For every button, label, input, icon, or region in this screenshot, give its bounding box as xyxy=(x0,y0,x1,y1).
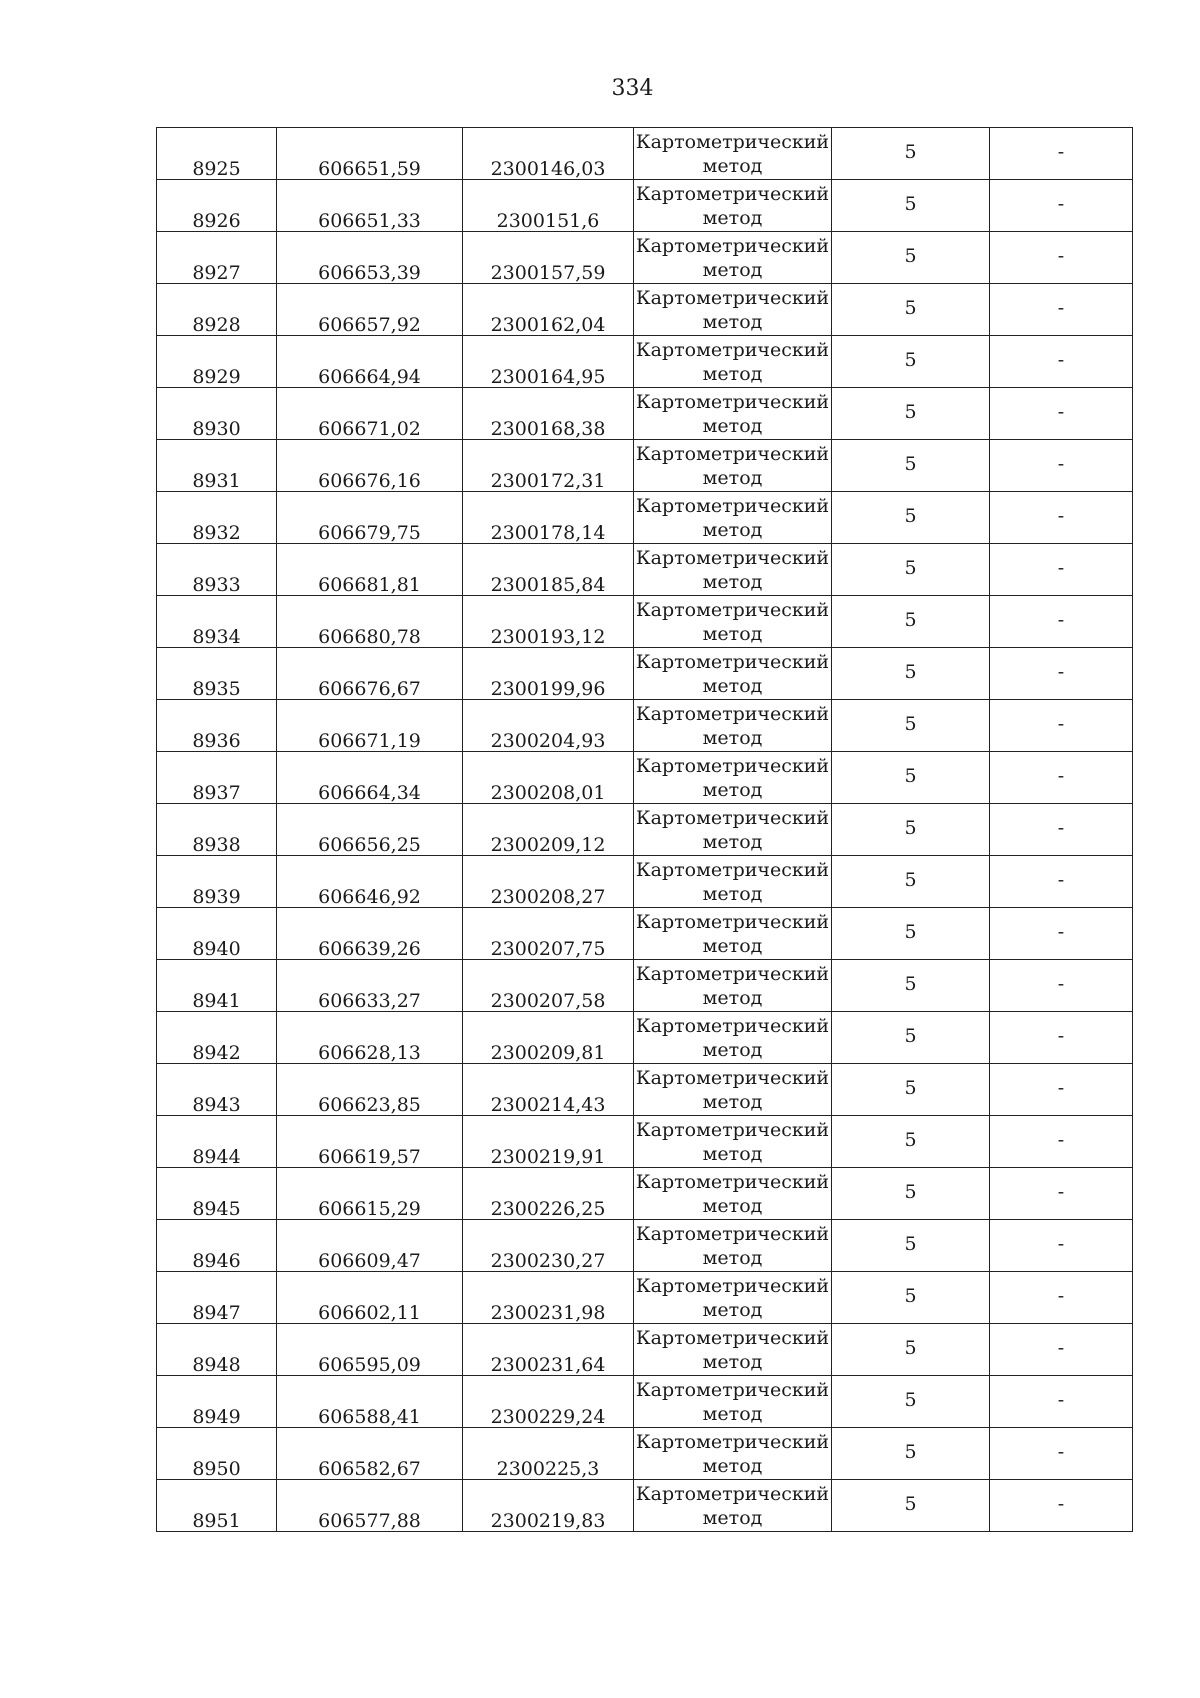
y-coordinate-cell: 2300157,59 xyxy=(463,232,634,284)
y-coordinate-cell: 2300164,95 xyxy=(463,336,634,388)
y-coordinate-cell: 2300226,25 xyxy=(463,1168,634,1220)
table-row xyxy=(157,1428,1133,1480)
y-coordinate-cell: 2300185,84 xyxy=(463,544,634,596)
table-row xyxy=(157,544,1133,596)
description-cell: - xyxy=(990,1376,1133,1428)
method-cell: Картометрический метод xyxy=(634,1376,832,1428)
x-coordinate-cell: 606595,09 xyxy=(277,1324,463,1376)
description-cell: - xyxy=(990,388,1133,440)
table-row xyxy=(157,648,1133,700)
method-cell: Картометрический метод xyxy=(634,128,832,180)
y-coordinate-cell: 2300193,12 xyxy=(463,596,634,648)
accuracy-cell: 5 xyxy=(832,440,990,492)
table-row xyxy=(157,232,1133,284)
x-coordinate-cell: 606680,78 xyxy=(277,596,463,648)
description-cell: - xyxy=(990,284,1133,336)
description-cell: - xyxy=(990,700,1133,752)
x-coordinate-cell: 606651,33 xyxy=(277,180,463,232)
x-coordinate-cell: 606582,67 xyxy=(277,1428,463,1480)
x-coordinate-cell: 606653,39 xyxy=(277,232,463,284)
table-row xyxy=(157,596,1133,648)
x-coordinate-cell: 606615,29 xyxy=(277,1168,463,1220)
table-row xyxy=(157,336,1133,388)
method-cell: Картометрический метод xyxy=(634,388,832,440)
method-cell: Картометрический метод xyxy=(634,856,832,908)
description-cell: - xyxy=(990,1064,1133,1116)
accuracy-cell: 5 xyxy=(832,700,990,752)
x-coordinate-cell: 606619,57 xyxy=(277,1116,463,1168)
point-number-cell: 8939 xyxy=(157,856,277,908)
description-cell: - xyxy=(990,1116,1133,1168)
point-number-cell: 8944 xyxy=(157,1116,277,1168)
y-coordinate-cell: 2300207,58 xyxy=(463,960,634,1012)
y-coordinate-cell: 2300168,38 xyxy=(463,388,634,440)
table-row xyxy=(157,1064,1133,1116)
accuracy-cell: 5 xyxy=(832,1480,990,1532)
y-coordinate-cell: 2300230,27 xyxy=(463,1220,634,1272)
y-coordinate-cell: 2300207,75 xyxy=(463,908,634,960)
x-coordinate-cell: 606646,92 xyxy=(277,856,463,908)
accuracy-cell: 5 xyxy=(832,284,990,336)
accuracy-cell: 5 xyxy=(832,492,990,544)
table-row xyxy=(157,128,1133,180)
table-row xyxy=(157,804,1133,856)
description-cell: - xyxy=(990,596,1133,648)
method-cell: Картометрический метод xyxy=(634,284,832,336)
point-number-cell: 8951 xyxy=(157,1480,277,1532)
accuracy-cell: 5 xyxy=(832,1168,990,1220)
accuracy-cell: 5 xyxy=(832,1116,990,1168)
accuracy-cell: 5 xyxy=(832,908,990,960)
description-cell: - xyxy=(990,752,1133,804)
description-cell: - xyxy=(990,908,1133,960)
method-cell: Картометрический метод xyxy=(634,1428,832,1480)
y-coordinate-cell: 2300208,27 xyxy=(463,856,634,908)
table-row xyxy=(157,960,1133,1012)
y-coordinate-cell: 2300219,83 xyxy=(463,1480,634,1532)
point-number-cell: 8925 xyxy=(157,128,277,180)
accuracy-cell: 5 xyxy=(832,856,990,908)
method-cell: Картометрический метод xyxy=(634,492,832,544)
description-cell: - xyxy=(990,856,1133,908)
method-cell: Картометрический метод xyxy=(634,544,832,596)
accuracy-cell: 5 xyxy=(832,388,990,440)
method-cell: Картометрический метод xyxy=(634,1220,832,1272)
point-number-cell: 8934 xyxy=(157,596,277,648)
method-cell: Картометрический метод xyxy=(634,1272,832,1324)
x-coordinate-cell: 606639,26 xyxy=(277,908,463,960)
table-row xyxy=(157,1168,1133,1220)
y-coordinate-cell: 2300231,98 xyxy=(463,1272,634,1324)
accuracy-cell: 5 xyxy=(832,128,990,180)
method-cell: Картометрический метод xyxy=(634,804,832,856)
x-coordinate-cell: 606671,02 xyxy=(277,388,463,440)
accuracy-cell: 5 xyxy=(832,1220,990,1272)
description-cell: - xyxy=(990,544,1133,596)
point-number-cell: 8928 xyxy=(157,284,277,336)
method-cell: Картометрический метод xyxy=(634,700,832,752)
description-cell: - xyxy=(990,232,1133,284)
accuracy-cell: 5 xyxy=(832,752,990,804)
method-cell: Картометрический метод xyxy=(634,1012,832,1064)
accuracy-cell: 5 xyxy=(832,1324,990,1376)
table-row xyxy=(157,180,1133,232)
x-coordinate-cell: 606664,94 xyxy=(277,336,463,388)
method-cell: Картометрический метод xyxy=(634,1324,832,1376)
table-row xyxy=(157,1012,1133,1064)
x-coordinate-cell: 606651,59 xyxy=(277,128,463,180)
table-row xyxy=(157,1220,1133,1272)
method-cell: Картометрический метод xyxy=(634,596,832,648)
accuracy-cell: 5 xyxy=(832,960,990,1012)
x-coordinate-cell: 606676,67 xyxy=(277,648,463,700)
x-coordinate-cell: 606664,34 xyxy=(277,752,463,804)
x-coordinate-cell: 606588,41 xyxy=(277,1376,463,1428)
y-coordinate-cell: 2300229,24 xyxy=(463,1376,634,1428)
point-number-cell: 8931 xyxy=(157,440,277,492)
table-row xyxy=(157,1272,1133,1324)
description-cell: - xyxy=(990,180,1133,232)
point-number-cell: 8943 xyxy=(157,1064,277,1116)
description-cell: - xyxy=(990,128,1133,180)
point-number-cell: 8945 xyxy=(157,1168,277,1220)
description-cell: - xyxy=(990,1168,1133,1220)
description-cell: - xyxy=(990,1220,1133,1272)
y-coordinate-cell: 2300208,01 xyxy=(463,752,634,804)
point-number-cell: 8940 xyxy=(157,908,277,960)
point-number-cell: 8937 xyxy=(157,752,277,804)
point-number-cell: 8942 xyxy=(157,1012,277,1064)
accuracy-cell: 5 xyxy=(832,804,990,856)
x-coordinate-cell: 606623,85 xyxy=(277,1064,463,1116)
y-coordinate-cell: 2300151,6 xyxy=(463,180,634,232)
x-coordinate-cell: 606602,11 xyxy=(277,1272,463,1324)
description-cell: - xyxy=(990,960,1133,1012)
x-coordinate-cell: 606609,47 xyxy=(277,1220,463,1272)
x-coordinate-cell: 606657,92 xyxy=(277,284,463,336)
method-cell: Картометрический метод xyxy=(634,648,832,700)
table-row xyxy=(157,1116,1133,1168)
table-row xyxy=(157,1480,1133,1532)
table-row xyxy=(157,752,1133,804)
y-coordinate-cell: 2300219,91 xyxy=(463,1116,634,1168)
accuracy-cell: 5 xyxy=(832,1012,990,1064)
x-coordinate-cell: 606671,19 xyxy=(277,700,463,752)
x-coordinate-cell: 606577,88 xyxy=(277,1480,463,1532)
y-coordinate-cell: 2300199,96 xyxy=(463,648,634,700)
description-cell: - xyxy=(990,1012,1133,1064)
accuracy-cell: 5 xyxy=(832,596,990,648)
accuracy-cell: 5 xyxy=(832,1376,990,1428)
x-coordinate-cell: 606681,81 xyxy=(277,544,463,596)
method-cell: Картометрический метод xyxy=(634,232,832,284)
table-row xyxy=(157,908,1133,960)
method-cell: Картометрический метод xyxy=(634,180,832,232)
point-number-cell: 8947 xyxy=(157,1272,277,1324)
point-number-cell: 8926 xyxy=(157,180,277,232)
table-row xyxy=(157,388,1133,440)
point-number-cell: 8950 xyxy=(157,1428,277,1480)
x-coordinate-cell: 606679,75 xyxy=(277,492,463,544)
x-coordinate-cell: 606656,25 xyxy=(277,804,463,856)
y-coordinate-cell: 2300178,14 xyxy=(463,492,634,544)
table-row xyxy=(157,856,1133,908)
point-number-cell: 8946 xyxy=(157,1220,277,1272)
accuracy-cell: 5 xyxy=(832,1064,990,1116)
description-cell: - xyxy=(990,1480,1133,1532)
point-number-cell: 8936 xyxy=(157,700,277,752)
x-coordinate-cell: 606633,27 xyxy=(277,960,463,1012)
y-coordinate-cell: 2300225,3 xyxy=(463,1428,634,1480)
point-number-cell: 8948 xyxy=(157,1324,277,1376)
description-cell: - xyxy=(990,1272,1133,1324)
x-coordinate-cell: 606628,13 xyxy=(277,1012,463,1064)
accuracy-cell: 5 xyxy=(832,1272,990,1324)
description-cell: - xyxy=(990,804,1133,856)
description-cell: - xyxy=(990,440,1133,492)
table-row xyxy=(157,1376,1133,1428)
accuracy-cell: 5 xyxy=(832,544,990,596)
description-cell: - xyxy=(990,492,1133,544)
method-cell: Картометрический метод xyxy=(634,960,832,1012)
point-number-cell: 8932 xyxy=(157,492,277,544)
y-coordinate-cell: 2300214,43 xyxy=(463,1064,634,1116)
method-cell: Картометрический метод xyxy=(634,1168,832,1220)
y-coordinate-cell: 2300162,04 xyxy=(463,284,634,336)
y-coordinate-cell: 2300209,81 xyxy=(463,1012,634,1064)
description-cell: - xyxy=(990,336,1133,388)
description-cell: - xyxy=(990,648,1133,700)
accuracy-cell: 5 xyxy=(832,232,990,284)
method-cell: Картометрический метод xyxy=(634,752,832,804)
y-coordinate-cell: 2300172,31 xyxy=(463,440,634,492)
point-number-cell: 8941 xyxy=(157,960,277,1012)
page-number: 334 xyxy=(611,76,654,101)
method-cell: Картометрический метод xyxy=(634,1480,832,1532)
table-row xyxy=(157,700,1133,752)
table-row xyxy=(157,492,1133,544)
coordinates-table-body xyxy=(157,128,1133,1532)
accuracy-cell: 5 xyxy=(832,1428,990,1480)
accuracy-cell: 5 xyxy=(832,180,990,232)
point-number-cell: 8938 xyxy=(157,804,277,856)
method-cell: Картометрический метод xyxy=(634,908,832,960)
description-cell: - xyxy=(990,1324,1133,1376)
table-row xyxy=(157,440,1133,492)
y-coordinate-cell: 2300146,03 xyxy=(463,128,634,180)
y-coordinate-cell: 2300204,93 xyxy=(463,700,634,752)
accuracy-cell: 5 xyxy=(832,336,990,388)
y-coordinate-cell: 2300209,12 xyxy=(463,804,634,856)
coordinates-table xyxy=(156,127,1133,1532)
point-number-cell: 8935 xyxy=(157,648,277,700)
y-coordinate-cell: 2300231,64 xyxy=(463,1324,634,1376)
point-number-cell: 8927 xyxy=(157,232,277,284)
point-number-cell: 8933 xyxy=(157,544,277,596)
method-cell: Картометрический метод xyxy=(634,336,832,388)
method-cell: Картометрический метод xyxy=(634,1064,832,1116)
method-cell: Картометрический метод xyxy=(634,1116,832,1168)
table-row xyxy=(157,284,1133,336)
table-row xyxy=(157,1324,1133,1376)
point-number-cell: 8949 xyxy=(157,1376,277,1428)
point-number-cell: 8930 xyxy=(157,388,277,440)
description-cell: - xyxy=(990,1428,1133,1480)
point-number-cell: 8929 xyxy=(157,336,277,388)
accuracy-cell: 5 xyxy=(832,648,990,700)
method-cell: Картометрический метод xyxy=(634,440,832,492)
x-coordinate-cell: 606676,16 xyxy=(277,440,463,492)
